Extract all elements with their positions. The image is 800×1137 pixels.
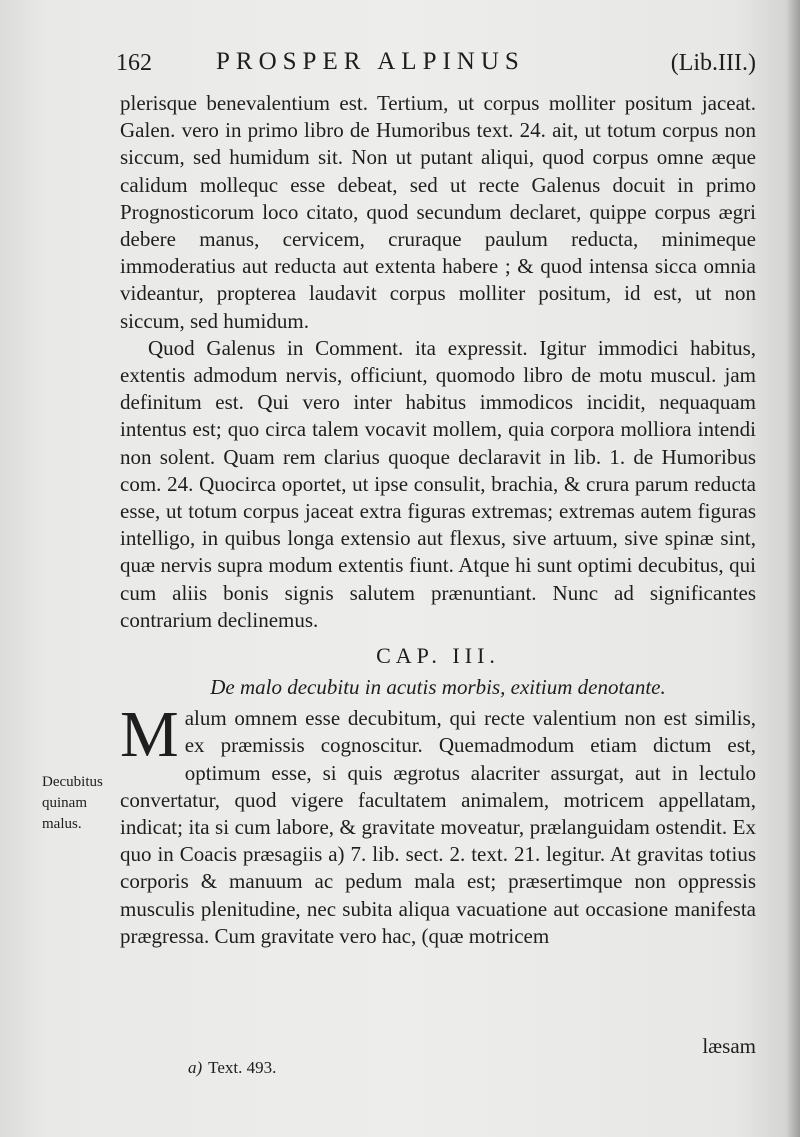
- footnote-marker: a): [188, 1058, 203, 1077]
- running-title: PROSPER ALPINUS: [216, 48, 525, 75]
- paragraph-1: plerisque benevalentium est. Tertium, ut corpus molliter positum jaceat. Galen. vero in primo libro de Humoribus text. 24. ait, ut totum corpus non siccum, sed humidum sit. Non ut putant aliqui, quod corpus omne æque calidum mollequc esse debeat, sed ut recte Galenus docuit in primo Prognosticorum loco citato, quod secundum declaret, quippe corpus ægri debere manus, cervicem, cruraque paulum reducta, minimeque immoderatius aut reducta aut extenta habere ; & quod intensa sicca omnia videantur, propterea laudavit corpus molliter positum, id est, ut non siccum, sed humidum.: [120, 91, 756, 333]
- page-header: [116, 46, 756, 82]
- margin-note: Decubitus quinam malus.: [42, 774, 103, 832]
- chapter-subtitle: De malo decubitu in acutis morbis, exitium denotante.: [210, 675, 666, 700]
- footnote: [188, 1058, 276, 1078]
- book-reference: (Lib.III.): [670, 50, 756, 76]
- footnote-text: Text. 493.: [208, 1058, 277, 1077]
- chapter-paragraph: [120, 698, 756, 950]
- chapter-text: alum omnem esse decubitum, qui recte valentium non est similis, ex præmissis cognoscitur. Quemadmodum etiam dictum est, optimum esse, si quis ægrotus alacriter assurgat, aut in lectulo convertatur, quod vigere facultatem animalem, motricem appellatam, indicat; ita si cum labore, & gravitate moveatur, prælanguidam ostendit. Ex quo in Coacis præsagiis a) 7. lib. sect. 2. text. 21. legitur. At gravitas totius corporis & manuum ac pedum mala est; præsertimque non oppressis musculis plenitudine, nec subita aliqua vacuatione aut occasione manifesta prægressa. Cum gravitate vero hac, (quæ motricem: [120, 706, 756, 948]
- page-number: 162: [116, 50, 152, 76]
- catchword: læsam: [702, 1034, 756, 1058]
- chapter-heading: CAP. III.: [376, 643, 500, 669]
- paragraph-2: Quod Galenus in Comment. ita expressit. Igitur immodici habitus, extentis admodum nervis, officiunt, quomodo libro de motu muscul. jam definitum est. Qui vero inter habitus immodicos incidit, nequaquam intentus est; quo circa talem vocavit mollem, quia corpora molliora intendi non solent. Quam rem clarius quoque declaravit in lib. 1. de Humoribus com. 24. Quocirca oportet, ut ipse consulit, brachia, & crura parum reducta esse, ut totum corpus jaceat extra figuras extremas; extremas autem figuras intelligo, in quibus longa extensio aut flexus, sive artuum, sive spinæ sint, quæ nervis supra modum extentis fiunt. Atque hi sunt optimi decubitus, qui cum aliis bonis signis salutem prænuntiant. Nunc ad significantes contrarium declinemus.: [120, 335, 756, 632]
- catchword-line: [120, 1034, 756, 1059]
- main-text: [120, 90, 756, 950]
- drop-cap: M: [120, 698, 179, 772]
